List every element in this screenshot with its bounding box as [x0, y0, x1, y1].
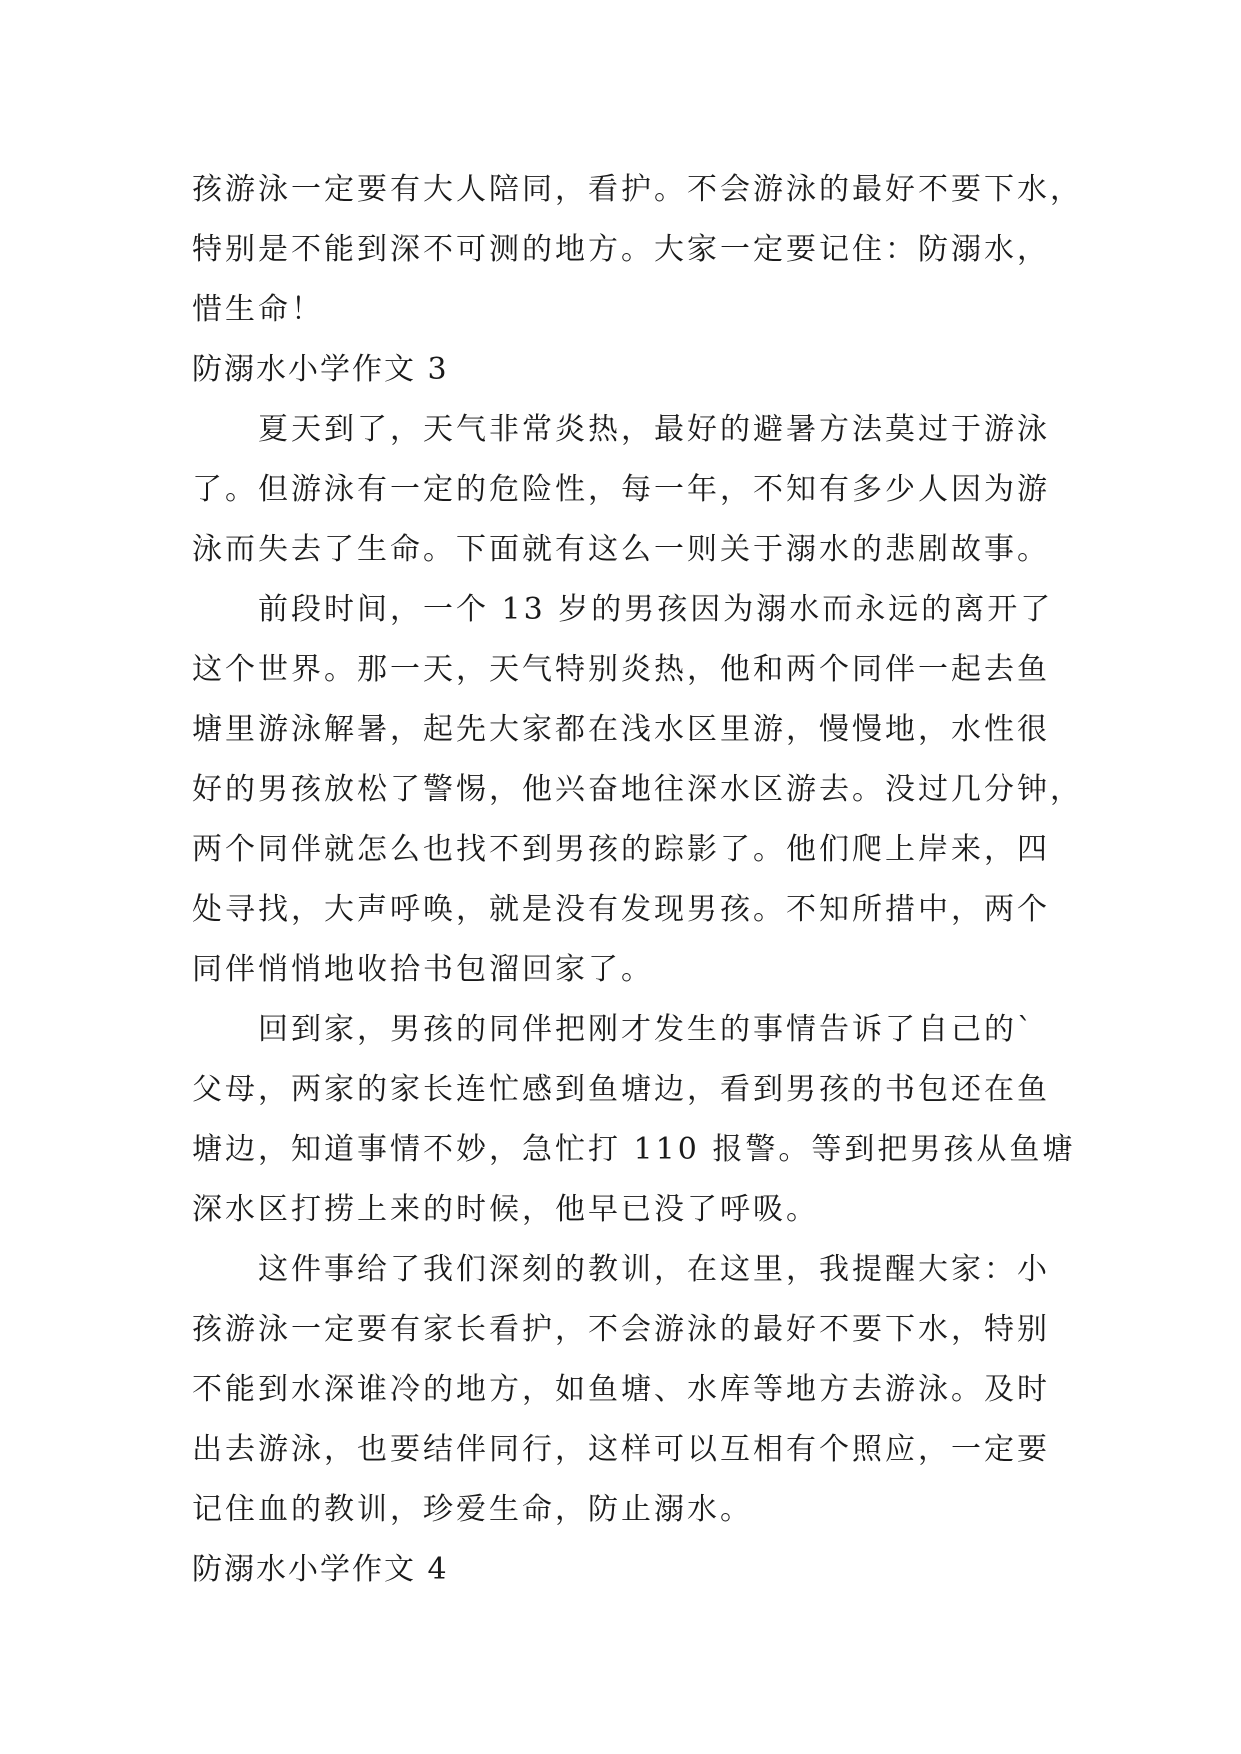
text-line: 了。但游泳有一定的危险性，每一年，不知有多少人因为游 — [192, 472, 1050, 507]
text-line: 惜生命！ — [192, 292, 324, 327]
paragraph-first-line: 回到家，男孩的同伴把刚才发生的事情告诉了自己的` — [258, 1012, 1035, 1047]
text-line: 泳而失去了生命。下面就有这么一则关于溺水的悲剧故事。 — [192, 532, 1050, 567]
paragraph-first-line: 这件事给了我们深刻的教训，在这里，我提醒大家：小 — [258, 1252, 1050, 1287]
text-line: 塘里游泳解暑，起先大家都在浅水区里游，慢慢地，水性很 — [192, 712, 1050, 747]
text-line: 不能到水深谁冷的地方，如鱼塘、水库等地方去游泳。及时 — [192, 1372, 1050, 1407]
text-line: 出去游泳，也要结伴同行，这样可以互相有个照应，一定要 — [192, 1432, 1050, 1467]
text-line: 同伴悄悄地收拾书包溜回家了。 — [192, 952, 654, 987]
text-line: 孩游泳一定要有家长看护，不会游泳的最好不要下水，特别 — [192, 1312, 1050, 1347]
document-body — [192, 160, 1083, 1600]
text-line: 两个同伴就怎么也找不到男孩的踪影了。他们爬上岸来，四 — [192, 832, 1050, 867]
text-line: 孩游泳一定要有大人陪同，看护。不会游泳的最好不要下水， — [192, 172, 1083, 207]
text-line: 特别是不能到深不可测的地方。大家一定要记住：防溺水， — [192, 232, 1050, 267]
paragraph-first-line: 夏天到了，天气非常炎热，最好的避暑方法莫过于游泳 — [258, 412, 1050, 447]
text-line: 父母，两家的家长连忙感到鱼塘边，看到男孩的书包还在鱼 — [192, 1072, 1050, 1107]
text-line: 好的男孩放松了警惕，他兴奋地往深水区游去。没过几分钟， — [192, 772, 1083, 807]
text-line: 塘边，知道事情不妙，急忙打 110 报警。等到把男孩从鱼塘 — [192, 1132, 1076, 1167]
text-line: 深水区打捞上来的时候，他早已没了呼吸。 — [192, 1192, 819, 1227]
text-line: 处寻找，大声呼唤，就是没有发现男孩。不知所措中，两个 — [192, 892, 1050, 927]
paragraph-first-line: 前段时间，一个 13 岁的男孩因为溺水而永远的离开了 — [258, 592, 1054, 627]
text-line: 记住血的教训，珍爱生命，防止溺水。 — [192, 1492, 753, 1527]
section-heading: 防溺水小学作文 3 — [192, 352, 449, 387]
section-heading: 防溺水小学作文 4 — [192, 1552, 449, 1587]
text-line: 这个世界。那一天，天气特别炎热，他和两个同伴一起去鱼 — [192, 652, 1050, 687]
